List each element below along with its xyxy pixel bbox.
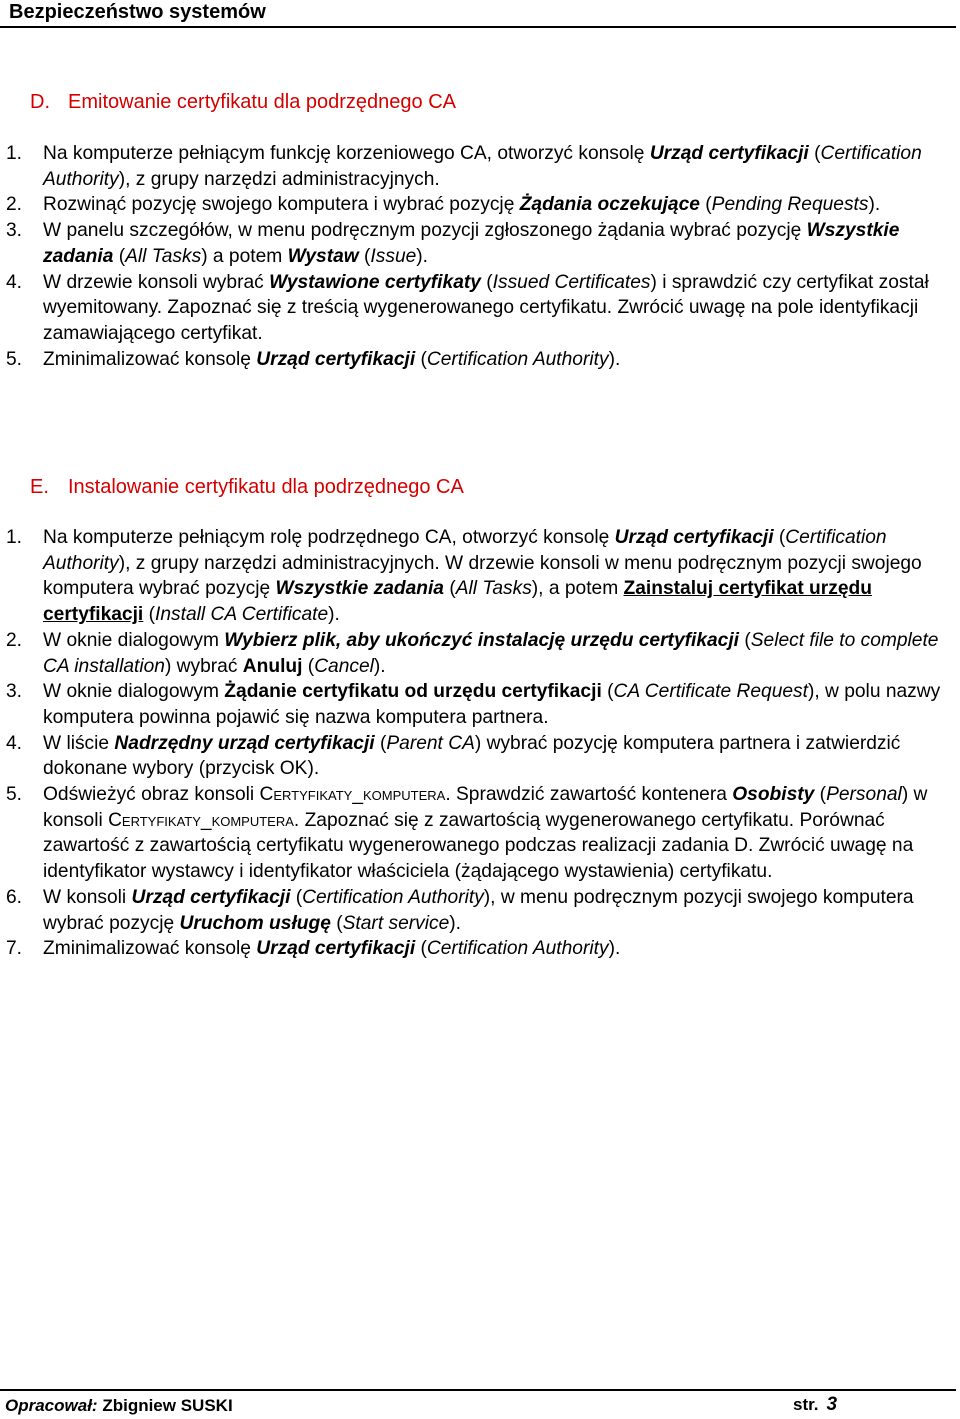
step-number: 2. [6,629,23,651]
step-text: Select file to complete CA installation [43,629,939,677]
list-item [0,525,950,628]
step-text: Pending Requests [711,194,869,216]
step-text: Osobisty [732,784,815,806]
page-header [0,0,956,28]
step-text: ( [358,245,371,267]
step-text: ), w polu nazwy komputera powinna pojawić się nazwa komputera partnera. [43,681,941,728]
section-title: Instalowanie certyfikatu dla podrzędnego CA [68,476,464,498]
step-text: W drzewie konsoli wybrać [43,271,270,293]
step-number: 6. [6,886,23,908]
step-text: ( [773,527,786,548]
step-text: ( [290,886,303,908]
section-number: D. [30,91,50,113]
step-text: ( [302,655,315,677]
step-text: Urząd certyfikacji [256,348,416,370]
step-number: 5. [6,784,23,806]
step-text: ) wybrać pozycję komputera partnera i zatwierdzić dokonane wybory (przycisk OK). [43,732,901,780]
step-text: Wszystkie zadania [275,578,444,600]
section-title: Emitowanie certyfikatu dla podrzędnego CA [68,91,456,113]
step-text: Certification Authority [43,143,922,190]
step-text: W oknie dialogowym [43,629,225,651]
list-item [0,782,950,885]
step-text: ( [443,578,456,600]
step-text: W liście [43,732,115,754]
step-number: 1. [6,143,23,164]
step-text: Żądania oczekujące [519,194,700,216]
page-label: str. [793,1395,819,1414]
step-text: Wybierz plik, aby ukończyć instalację urzędu certyfikacji [224,629,740,651]
step-text: ( [415,348,427,370]
step-text: Nadrzędny urząd certyfikacji [114,732,375,754]
step-text: ). [608,348,621,370]
step-text: ). [608,938,621,960]
list-item [0,270,950,347]
step-number: 3. [6,220,23,242]
step-text: Start service [342,912,450,934]
step-text: All Tasks [455,578,532,600]
step-text: . Sprawdzić zawartość kontenera [445,784,733,806]
section-heading-e [30,476,464,498]
step-text: ( [808,143,821,164]
step-text: Anuluj [242,655,303,677]
list-item [0,218,950,269]
step-text: ( [699,194,712,216]
step-text: Zminimalizować konsolę [43,938,257,960]
step-text: ). [868,194,881,216]
step-text: ) i sprawdzić czy certyfikat został wyemitowany. Zapoznać się z treścią wygenerowanego certyfikatu. Zwrócić uwagę na pole identyfikacji zamawiającego certyfikat. [43,271,929,344]
section-d-steps [0,141,950,372]
step-number: 3. [6,681,23,703]
step-text: Odświeżyć obraz konsoli [43,784,260,806]
step-text: Wystaw [287,245,359,267]
step-text: Na komputerze pełniącym rolę podrzędnego CA, otworzyć konsolę [43,527,615,548]
step-text: ( [330,912,343,934]
list-item [0,731,950,782]
step-number: 1. [6,527,23,548]
page-footer [0,1389,956,1419]
step-text: All Tasks [125,245,202,267]
step-text: Certification Authority [43,527,887,574]
page-number-value: 3 [826,1394,838,1415]
step-text: W oknie dialogowym [43,681,225,703]
step-text: Install CA Certificate [155,604,329,626]
section-heading-d [30,91,456,113]
list-item [0,192,950,218]
step-text: ( [374,732,387,754]
step-number: 5. [6,348,23,370]
step-text: ), w menu podręcznym pozycji swojego komputera wybrać pozycję [43,886,914,934]
step-text: ( [480,271,493,293]
step-text: W konsoli [43,886,132,908]
list-item [0,347,950,373]
step-text: Urząd certyfikacji [256,938,416,960]
step-text: Wszystkie zadania [43,220,900,267]
step-text: Zminimalizować konsolę [43,348,257,370]
step-text: Urząd certyfikacji [614,527,774,548]
step-text: ). [416,245,429,267]
list-item [0,141,950,192]
step-text: Wystawione certyfikaty [269,271,481,293]
page-number [793,1394,837,1416]
step-text: ) a potem [201,245,288,267]
step-text: W panelu szczegółów, w menu podręcznym pozycji zgłoszonego żądania wybrać pozycję [43,220,807,242]
step-text: ), a potem [531,578,624,600]
document-title: Bezpieczeństwo systemów [9,1,266,23]
step-text: Urząd certyfikacji [131,886,291,908]
step-number: 2. [6,194,23,216]
step-text: Certyfikaty_komputera [259,784,446,806]
step-text: Uruchom usługę [179,912,331,934]
list-item [0,679,950,730]
list-item [0,628,950,679]
step-text: ( [739,629,751,651]
step-text: Issued Certificates [492,271,651,293]
step-number: 4. [6,271,23,293]
step-text: ( [415,938,427,960]
step-text: . Zapoznać się z zawartością wygenerowanego certyfikatu. Porównać zawartość z zawartością certyfikatu wygenerowanego podczas realizacji zadania D. Zwrócić uwagę na identyfikator wystawcy i identyfikator właściciela (żądającego wystawienia) certyfikatu. [43,809,914,883]
step-number: 4. [6,732,23,754]
step-text: Urząd certyfikacji [649,143,809,164]
step-text: ), z grupy narzędzi administracyjnych. [118,168,440,190]
step-text: ). [328,604,340,626]
step-text: Cancel [314,655,374,677]
step-text: ). [449,912,461,934]
step-text: ), z grupy narzędzi administracyjnych. W drzewie konsoli w menu podręcznym pozycji swojego komputera wybrać pozycję [43,552,922,600]
step-text: Certyfikaty_komputera [108,809,294,831]
step-text: Certification Authority [426,938,609,960]
list-item [0,885,950,936]
step-text: CA Certificate Request [613,681,808,703]
step-number: 7. [6,938,23,960]
step-text: ( [814,784,827,806]
step-text: Zainstaluj certyfikat urzędu certyfikacji [43,578,872,626]
step-text: ). [373,655,386,677]
author [5,1396,233,1416]
author-label: Opracował: [5,1396,98,1415]
step-text: ) w konsoli [43,784,928,831]
step-text: ( [113,245,126,267]
step-text: Rozwinąć pozycję swojego komputera i wybrać pozycję [43,194,520,216]
step-text: Personal [826,784,902,806]
list-item [0,936,950,962]
section-e-steps [0,525,950,962]
step-text: Certification Authority [426,348,609,370]
step-text: Żądanie certyfikatu od urzędu certyfikacji [224,681,602,703]
step-text: Na komputerze pełniącym funkcję korzeniowego CA, otworzyć konsolę [43,143,650,164]
step-text: Issue [370,245,417,267]
section-number: E. [30,476,49,498]
step-text: ) wybrać [164,655,243,677]
step-text: Certification Authority [302,886,484,908]
step-text: ( [143,604,156,626]
step-text: ( [601,681,614,703]
author-name: Zbigniew SUSKI [102,1396,233,1415]
step-text: Parent CA [386,732,475,754]
